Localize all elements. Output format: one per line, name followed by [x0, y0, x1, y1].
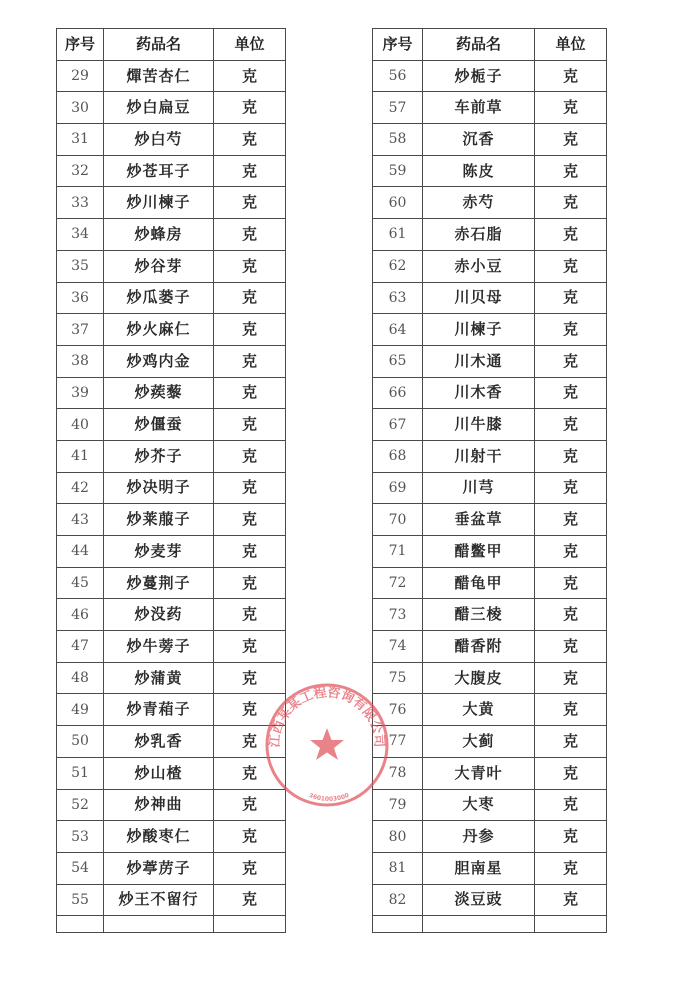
row-medicine-name: 炒白芍	[104, 124, 214, 156]
row-medicine-name: 炒麦芽	[104, 536, 214, 568]
row-unit: 克	[535, 789, 607, 821]
row-unit: 克	[214, 694, 286, 726]
header-unit: 单位	[535, 29, 607, 61]
row-unit: 克	[214, 504, 286, 536]
row-unit: 克	[535, 504, 607, 536]
row-seq: 52	[57, 789, 104, 821]
table-row	[373, 567, 607, 599]
row-unit: 克	[214, 155, 286, 187]
row-seq: 61	[373, 219, 423, 251]
row-unit: 克	[214, 536, 286, 568]
row-medicine-name: 醋鳖甲	[423, 536, 535, 568]
table-row	[373, 345, 607, 377]
row-medicine-name: 醋龟甲	[423, 567, 535, 599]
row-seq: 56	[373, 60, 423, 92]
row-medicine-name: 炒谷芽	[104, 250, 214, 282]
header-seq: 序号	[57, 29, 104, 61]
header-name: 药品名	[423, 29, 535, 61]
header-name: 药品名	[104, 29, 214, 61]
row-seq: 54	[57, 852, 104, 884]
row-seq: 37	[57, 314, 104, 346]
table-row	[373, 536, 607, 568]
row-unit: 克	[535, 662, 607, 694]
row-medicine-name: 赤石脂	[423, 219, 535, 251]
company-seal	[262, 680, 392, 810]
row-medicine-name: 川射干	[423, 440, 535, 472]
row-seq: 70	[373, 504, 423, 536]
table-row	[373, 631, 607, 663]
blank-row	[373, 916, 607, 933]
row-medicine-name: 炒酸枣仁	[104, 821, 214, 853]
row-seq: 50	[57, 726, 104, 758]
row-seq: 31	[57, 124, 104, 156]
table-row	[373, 282, 607, 314]
row-seq: 58	[373, 124, 423, 156]
row-unit: 克	[535, 409, 607, 441]
row-medicine-name: 炒莱菔子	[104, 504, 214, 536]
row-medicine-name: 陈皮	[423, 155, 535, 187]
table-row	[57, 757, 286, 789]
row-seq: 29	[57, 60, 104, 92]
row-unit: 克	[214, 60, 286, 92]
blank-cell	[535, 916, 607, 933]
table-row	[373, 377, 607, 409]
blank-cell	[57, 916, 104, 933]
row-unit: 克	[214, 250, 286, 282]
table-row	[57, 631, 286, 663]
table-row	[373, 440, 607, 472]
blank-cell	[423, 916, 535, 933]
row-unit: 克	[214, 124, 286, 156]
right-medicine-table	[372, 28, 607, 933]
row-seq: 74	[373, 631, 423, 663]
row-unit: 克	[214, 409, 286, 441]
row-unit: 克	[214, 345, 286, 377]
row-unit: 克	[535, 60, 607, 92]
row-seq: 60	[373, 187, 423, 219]
row-seq: 44	[57, 536, 104, 568]
table-row	[57, 314, 286, 346]
table-row	[57, 250, 286, 282]
blank-cell	[373, 916, 423, 933]
table-row	[57, 409, 286, 441]
row-seq: 43	[57, 504, 104, 536]
row-seq: 65	[373, 345, 423, 377]
row-medicine-name: 炒苍耳子	[104, 155, 214, 187]
table-row	[373, 852, 607, 884]
row-seq: 32	[57, 155, 104, 187]
table-row	[373, 187, 607, 219]
row-medicine-name: 燀苦杏仁	[104, 60, 214, 92]
row-unit: 克	[214, 472, 286, 504]
row-unit: 克	[214, 662, 286, 694]
row-unit: 克	[214, 377, 286, 409]
row-medicine-name: 川贝母	[423, 282, 535, 314]
row-seq: 42	[57, 472, 104, 504]
row-unit: 克	[214, 599, 286, 631]
table-header-row	[373, 29, 607, 61]
seal-code: 3601003000	[307, 792, 351, 803]
table-row	[373, 726, 607, 758]
table-row	[373, 504, 607, 536]
table-row	[57, 789, 286, 821]
row-medicine-name: 炒葶苈子	[104, 852, 214, 884]
row-seq: 67	[373, 409, 423, 441]
row-medicine-name: 炒神曲	[104, 789, 214, 821]
seal-text: 江西某某工程咨询有限公司	[267, 685, 387, 748]
row-medicine-name: 赤小豆	[423, 250, 535, 282]
row-seq: 82	[373, 884, 423, 916]
row-medicine-name: 川楝子	[423, 314, 535, 346]
table-row	[57, 726, 286, 758]
row-seq: 38	[57, 345, 104, 377]
left-table-body	[57, 60, 286, 933]
right-table-body	[373, 60, 607, 933]
row-medicine-name: 炒乳香	[104, 726, 214, 758]
row-unit: 克	[535, 599, 607, 631]
row-seq: 57	[373, 92, 423, 124]
row-medicine-name: 炒蒲黄	[104, 662, 214, 694]
table-row	[57, 884, 286, 916]
table-row	[57, 599, 286, 631]
row-medicine-name: 炒火麻仁	[104, 314, 214, 346]
header-unit: 单位	[214, 29, 286, 61]
row-seq: 63	[373, 282, 423, 314]
row-unit: 克	[535, 472, 607, 504]
row-medicine-name: 炒白扁豆	[104, 92, 214, 124]
table-row	[373, 314, 607, 346]
table-row	[57, 155, 286, 187]
row-medicine-name: 赤芍	[423, 187, 535, 219]
table-row	[57, 377, 286, 409]
row-medicine-name: 沉香	[423, 124, 535, 156]
table-row	[373, 821, 607, 853]
left-medicine-table	[56, 28, 286, 933]
row-medicine-name: 醋三棱	[423, 599, 535, 631]
row-seq: 36	[57, 282, 104, 314]
row-unit: 克	[214, 187, 286, 219]
row-unit: 克	[535, 250, 607, 282]
table-row	[57, 60, 286, 92]
row-seq: 40	[57, 409, 104, 441]
row-medicine-name: 炒蜂房	[104, 219, 214, 251]
row-seq: 69	[373, 472, 423, 504]
row-seq: 75	[373, 662, 423, 694]
row-medicine-name: 炒僵蚕	[104, 409, 214, 441]
row-medicine-name: 垂盆草	[423, 504, 535, 536]
row-unit: 克	[535, 821, 607, 853]
row-unit: 克	[214, 757, 286, 789]
table-row	[373, 472, 607, 504]
table-row	[373, 155, 607, 187]
row-medicine-name: 胆南星	[423, 852, 535, 884]
table-row	[57, 440, 286, 472]
row-unit: 克	[535, 852, 607, 884]
table-row	[373, 250, 607, 282]
row-seq: 64	[373, 314, 423, 346]
row-unit: 克	[535, 187, 607, 219]
row-unit: 克	[535, 124, 607, 156]
row-unit: 克	[535, 567, 607, 599]
row-unit: 克	[214, 567, 286, 599]
row-unit: 克	[214, 440, 286, 472]
table-row	[373, 789, 607, 821]
row-unit: 克	[535, 377, 607, 409]
row-seq: 81	[373, 852, 423, 884]
row-seq: 48	[57, 662, 104, 694]
row-unit: 克	[535, 92, 607, 124]
row-medicine-name: 大青叶	[423, 757, 535, 789]
row-medicine-name: 醋香附	[423, 631, 535, 663]
row-unit: 克	[535, 757, 607, 789]
table-row	[57, 472, 286, 504]
row-unit: 克	[535, 536, 607, 568]
row-unit: 克	[214, 852, 286, 884]
row-seq: 66	[373, 377, 423, 409]
row-seq: 79	[373, 789, 423, 821]
row-seq: 45	[57, 567, 104, 599]
row-unit: 克	[535, 219, 607, 251]
row-unit: 克	[214, 631, 286, 663]
table-row	[373, 662, 607, 694]
row-seq: 39	[57, 377, 104, 409]
table-row	[57, 852, 286, 884]
row-seq: 76	[373, 694, 423, 726]
table-row	[373, 124, 607, 156]
row-seq: 41	[57, 440, 104, 472]
table-row	[57, 124, 286, 156]
row-medicine-name: 大腹皮	[423, 662, 535, 694]
row-seq: 77	[373, 726, 423, 758]
row-seq: 62	[373, 250, 423, 282]
table-row	[57, 694, 286, 726]
row-medicine-name: 炒山楂	[104, 757, 214, 789]
row-seq: 73	[373, 599, 423, 631]
table-row	[373, 409, 607, 441]
row-seq: 68	[373, 440, 423, 472]
row-seq: 49	[57, 694, 104, 726]
row-medicine-name: 炒蒺藜	[104, 377, 214, 409]
row-medicine-name: 炒蔓荆子	[104, 567, 214, 599]
row-unit: 克	[214, 92, 286, 124]
table-row	[57, 662, 286, 694]
row-seq: 46	[57, 599, 104, 631]
row-medicine-name: 川木香	[423, 377, 535, 409]
row-medicine-name: 大蓟	[423, 726, 535, 758]
table-row	[57, 504, 286, 536]
row-seq: 71	[373, 536, 423, 568]
table-header-row	[57, 29, 286, 61]
table-row	[373, 757, 607, 789]
table-row	[57, 345, 286, 377]
blank-cell	[214, 916, 286, 933]
row-medicine-name: 炒芥子	[104, 440, 214, 472]
row-unit: 克	[535, 694, 607, 726]
table-row	[373, 60, 607, 92]
row-seq: 53	[57, 821, 104, 853]
table-row	[57, 219, 286, 251]
table-row	[373, 219, 607, 251]
seal-star-icon	[310, 728, 344, 760]
row-medicine-name: 炒牛蒡子	[104, 631, 214, 663]
blank-cell	[104, 916, 214, 933]
table-row	[373, 694, 607, 726]
row-medicine-name: 炒王不留行	[104, 884, 214, 916]
blank-row	[57, 916, 286, 933]
row-seq: 80	[373, 821, 423, 853]
table-row	[57, 567, 286, 599]
row-unit: 克	[535, 155, 607, 187]
row-medicine-name: 炒瓜蒌子	[104, 282, 214, 314]
row-seq: 78	[373, 757, 423, 789]
row-medicine-name: 川木通	[423, 345, 535, 377]
row-seq: 59	[373, 155, 423, 187]
row-unit: 克	[214, 314, 286, 346]
row-seq: 51	[57, 757, 104, 789]
row-seq: 35	[57, 250, 104, 282]
table-row	[57, 187, 286, 219]
table-row	[57, 536, 286, 568]
row-medicine-name: 炒决明子	[104, 472, 214, 504]
table-row	[57, 821, 286, 853]
table-row	[57, 92, 286, 124]
row-medicine-name: 炒青葙子	[104, 694, 214, 726]
row-unit: 克	[535, 345, 607, 377]
row-medicine-name: 炒鸡内金	[104, 345, 214, 377]
row-medicine-name: 大黄	[423, 694, 535, 726]
row-seq: 47	[57, 631, 104, 663]
row-unit: 克	[535, 726, 607, 758]
row-medicine-name: 淡豆豉	[423, 884, 535, 916]
row-unit: 克	[214, 821, 286, 853]
row-seq: 55	[57, 884, 104, 916]
row-unit: 克	[214, 789, 286, 821]
row-seq: 72	[373, 567, 423, 599]
row-unit: 克	[535, 282, 607, 314]
row-unit: 克	[535, 314, 607, 346]
row-seq: 34	[57, 219, 104, 251]
row-medicine-name: 炒川楝子	[104, 187, 214, 219]
row-unit: 克	[214, 282, 286, 314]
row-medicine-name: 川牛膝	[423, 409, 535, 441]
row-unit: 克	[214, 726, 286, 758]
row-unit: 克	[535, 440, 607, 472]
row-seq: 30	[57, 92, 104, 124]
row-medicine-name: 大枣	[423, 789, 535, 821]
row-medicine-name: 川芎	[423, 472, 535, 504]
table-row	[373, 92, 607, 124]
row-unit: 克	[535, 631, 607, 663]
row-medicine-name: 炒栀子	[423, 60, 535, 92]
row-medicine-name: 车前草	[423, 92, 535, 124]
row-unit: 克	[214, 884, 286, 916]
row-medicine-name: 炒没药	[104, 599, 214, 631]
table-row	[373, 884, 607, 916]
row-unit: 克	[535, 884, 607, 916]
row-seq: 33	[57, 187, 104, 219]
row-medicine-name: 丹参	[423, 821, 535, 853]
table-row	[373, 599, 607, 631]
header-seq: 序号	[373, 29, 423, 61]
table-row	[57, 282, 286, 314]
row-unit: 克	[214, 219, 286, 251]
